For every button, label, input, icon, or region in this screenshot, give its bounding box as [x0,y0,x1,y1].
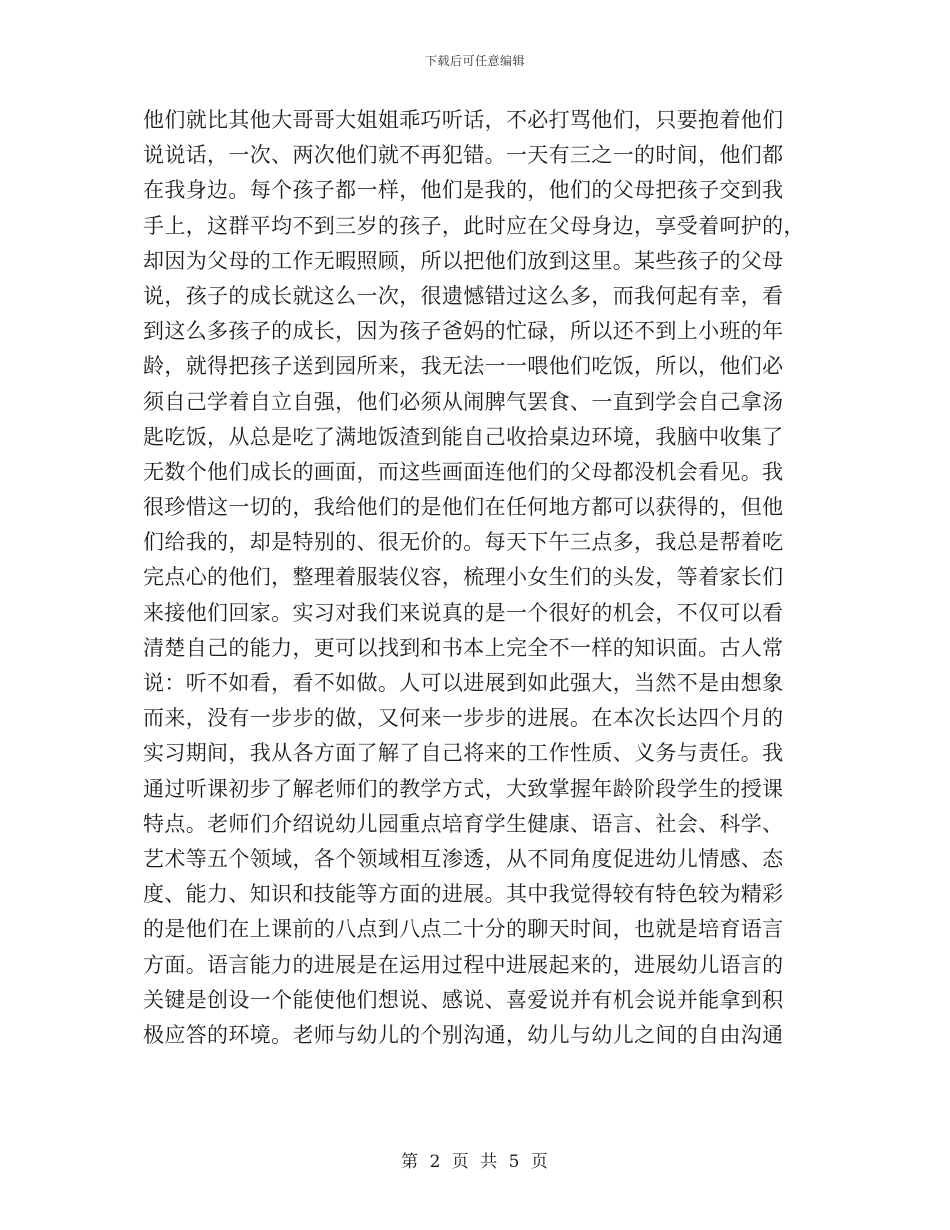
text-line: 艺术等五个领域，各个领域相互渗透，从不同角度促进幼儿情感、态 [143,846,784,871]
text-line: 到这么多孩子的成长，因为孩子爸妈的忙碌，所以还不到上小班的年 [143,319,784,344]
text-line: 清楚自己的能力，更可以找到和书本上完全不一样的知识面。古人常 [143,635,784,660]
text-line: 而来，没有一步步的做，又何来一步步的进展。在本次长达四个月的 [143,706,784,731]
text-line: 无数个他们成长的画面，而这些画面连他们的父母都没机会看见。我 [143,459,784,484]
text-line: 须自己学着自立自强，他们必须从闹脾气罢食、一直到学会自己拿汤 [143,389,784,414]
text-line: 说：听不如看，看不如做。人可以进展到如此强大，当然不是由想象 [143,671,784,695]
text-line: 却因为父母的工作无暇照顾，所以把他们放到这里。某些孩子的父母 [143,248,784,273]
text-line: 特点。老师们介绍说幼儿园重点培育学生健康、语言、社会、科学、 [143,811,784,836]
text-line: 度、能力、知识和技能等方面的进展。其中我觉得较有特色较为精彩 [143,882,784,907]
text-line: 的是他们在上课前的八点到八点二十分的聊天时间，也就是培育语言 [143,917,784,942]
text-line: 匙吃饭，从总是吃了满地饭渣到能自己收拾桌边环境，我脑中收集了 [143,424,784,449]
text-line: 说说话，一次、两次他们就不再犯错。一天有三之一的时间，他们都 [143,143,784,168]
page-header: 下载后可任意编辑 [424,54,525,68]
text-line: 来接他们回家。实习对我们来说真的是一个很好的机会，不仅可以看 [143,600,784,625]
body-text [143,103,803,1053]
text-line: 说，孩子的成长就这么一次，很遗憾错过这么多，而我何起有幸，看 [143,283,784,308]
text-line: 极应答的环境。老师与幼儿的个别沟通，幼儿与幼儿之间的自由沟通 [143,1022,784,1047]
text-line: 他们就比其他大哥哥大姐姐乖巧听话，不必打骂他们，只要抱着他们 [143,108,784,132]
text-line: 手上，这群平均不到三岁的孩子，此时应在父母身边，享受着呵护的， [143,213,805,238]
text-line: 关键是创设一个能使他们想说、感说、喜爱说并有机会说并能拿到积 [143,987,784,1012]
text-line: 在我身边。每个孩子都一样，他们是我的，他们的父母把孩子交到我 [143,178,784,203]
text-line: 方面。语言能力的进展是在运用过程中进展起来的，进展幼儿语言的 [143,952,784,977]
page-number-footer: 第 2 页 共 5 页 [401,1152,549,1172]
text-line: 实习期间，我从各方面了解了自己将来的工作性质、义务与责任。我 [143,741,784,766]
text-line: 们给我的，却是特别的、很无价的。每天下午三点多，我总是帮着吃 [143,530,784,555]
text-line: 完点心的他们，整理着服装仪容，梳理小女生们的头发，等着家长们 [143,565,784,590]
text-line: 通过听课初步了解老师们的教学方式，大致掌握年龄阶段学生的授课 [143,776,784,801]
text-line: 龄，就得把孩子送到园所来，我无法一一喂他们吃饭，所以，他们必 [143,354,784,379]
text-line: 很珍惜这一切的，我给他们的是他们在任何地方都可以获得的，但他 [143,495,784,520]
